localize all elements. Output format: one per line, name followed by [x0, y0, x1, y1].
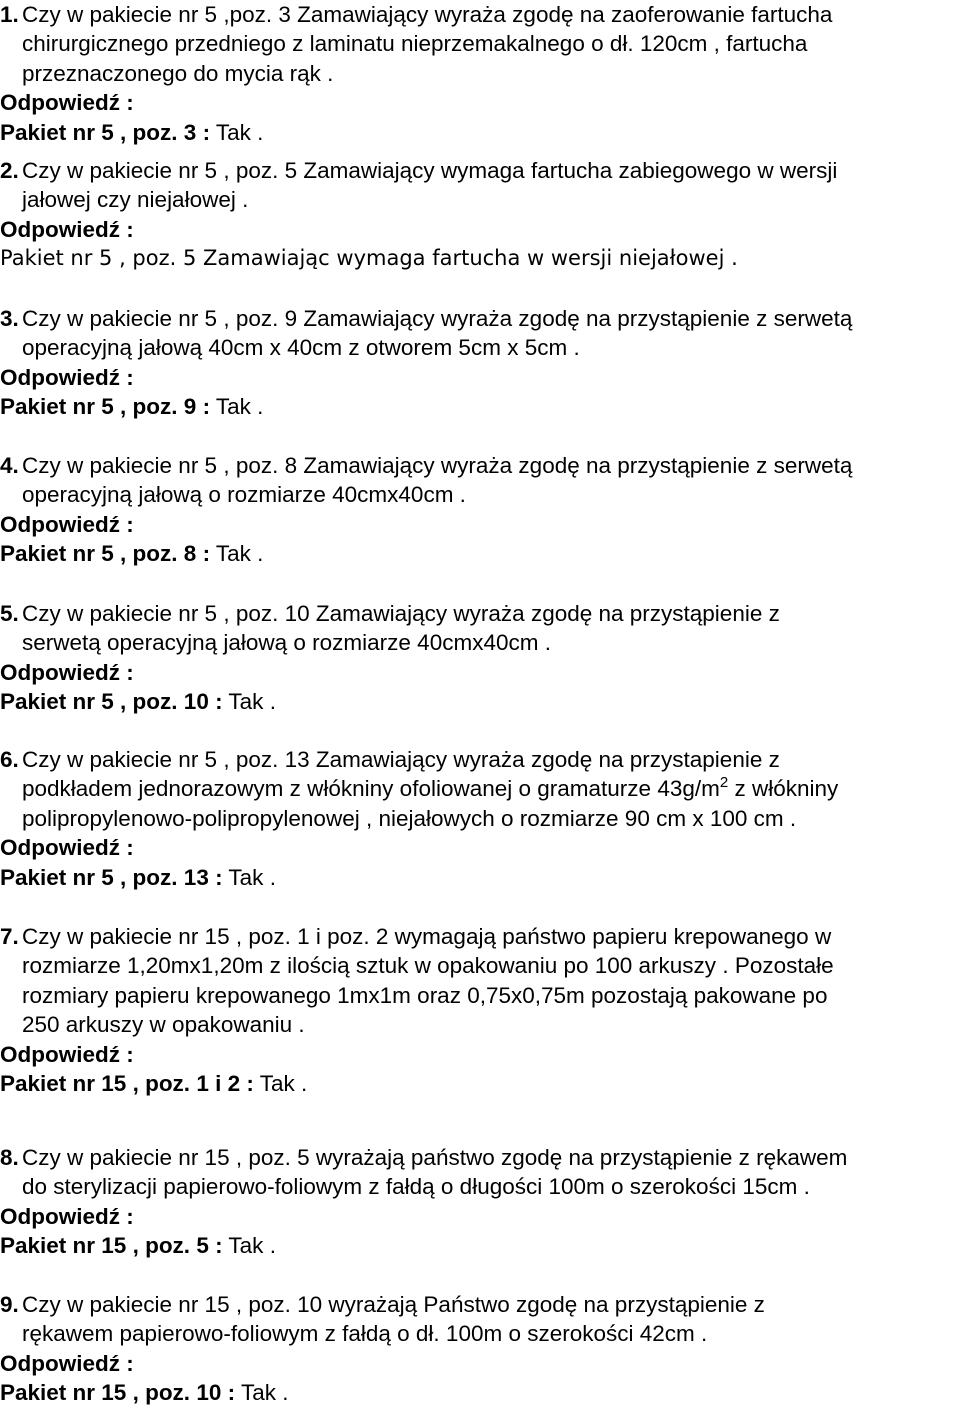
question-line-text: podkładem jednorazowym z włókniny ofoliowanej o gramaturze 43g/m — [22, 776, 720, 802]
question-line — [22, 774, 956, 803]
answer-reference: Pakiet nr 5 , poz. 13 : — [0, 864, 223, 890]
question-line: Czy w pakiecie nr 5 ,poz. 3 Zamawiający wyraża zgodę na zaoferowanie fartucha — [22, 2, 833, 27]
question-text — [0, 745, 956, 833]
question-line: rozmiarze 1,20mx1,20m z ilością sztuk w opakowaniu po 100 arkuszy . Pozostałe — [22, 953, 834, 979]
answer-reference: Pakiet nr 5 , poz. 9 : — [0, 394, 211, 420]
answer-line — [0, 392, 956, 421]
question-line: operacyjną jałową 40cm x 40cm z otworem 5cm x 5cm . — [22, 335, 580, 361]
answer-line — [0, 1378, 956, 1407]
question-line: serwetą operacyjną jałową o rozmiarze 40cmx40cm . — [22, 630, 551, 656]
answer-value: Pakiet nr 5 , poz. 5 Zamawiając wymaga fartucha w wersji niejałowej . — [0, 246, 738, 271]
answer-reference: Pakiet nr 5 , poz. 8 : — [0, 541, 211, 567]
question-text — [0, 1290, 956, 1349]
answer-label: Odpowiedź : — [0, 364, 134, 390]
question-text — [0, 451, 956, 510]
answer-reference: Pakiet nr 15 , poz. 10 : — [0, 1380, 236, 1406]
question-number: 2. — [0, 158, 19, 183]
question-number: 9. — [0, 1292, 19, 1317]
question-item-3 — [0, 304, 956, 422]
question-line: rękawem papierowo-foliowym z fałdą o dł. 100m o szerokości 42cm . — [22, 1321, 708, 1347]
question-item-8 — [0, 1143, 956, 1261]
question-number: 6. — [0, 747, 19, 772]
question-line: polipropylenowo-polipropylenowej , niejałowych o rozmiarze 90 cm x 100 cm . — [22, 805, 797, 831]
answer-value: Tak . — [222, 689, 276, 715]
question-line: Czy w pakiecie nr 5 , poz. 5 Zamawiający wymaga fartucha zabiegowego w wersji — [22, 158, 838, 183]
question-line: jałowej czy niejałowej . — [22, 187, 249, 213]
answer-label: Odpowiedź : — [0, 835, 134, 861]
answer-label: Odpowiedź : — [0, 216, 134, 242]
answer-line — [0, 687, 956, 716]
question-line: Czy w pakiecie nr 5 , poz. 13 Zamawiający wyraża zgodę na przystapienie z — [22, 747, 780, 772]
answer-line — [0, 1069, 956, 1098]
answer-label: Odpowiedź : — [0, 1350, 134, 1376]
answer-value: Tak . — [222, 1233, 276, 1259]
answer-value: Tak . — [222, 864, 276, 890]
question-number: 7. — [0, 924, 19, 949]
question-line: Czy w pakiecie nr 15 , poz. 10 wyrażają Państwo zgodę na przystąpienie z — [22, 1292, 765, 1317]
question-number: 1. — [0, 2, 19, 27]
question-item-4 — [0, 451, 956, 569]
question-line: przeznaczonego do mycia rąk . — [22, 60, 334, 86]
question-item-6 — [0, 745, 956, 892]
question-text — [0, 304, 956, 363]
answer-reference: Pakiet nr 5 , poz. 10 : — [0, 689, 223, 715]
question-number: 3. — [0, 306, 19, 331]
answer-line — [0, 863, 956, 892]
answer-label: Odpowiedź : — [0, 90, 134, 116]
answer-label: Odpowiedź : — [0, 1041, 134, 1067]
question-text — [0, 156, 956, 215]
question-line: Czy w pakiecie nr 5 , poz. 10 Zamawiający wyraża zgodę na przystąpienie z — [22, 601, 780, 626]
question-item-5 — [0, 599, 956, 717]
question-item-7 — [0, 922, 956, 1098]
answer-reference: Pakiet nr 15 , poz. 1 i 2 : — [0, 1071, 254, 1097]
question-item-2 — [0, 156, 956, 274]
answer-line — [0, 539, 956, 568]
question-number: 5. — [0, 601, 19, 626]
answer-line — [0, 244, 956, 273]
answer-label: Odpowiedź : — [0, 1203, 134, 1229]
answer-value: Tak . — [235, 1380, 289, 1406]
question-item-1 — [0, 0, 956, 147]
answer-reference: Pakiet nr 15 , poz. 5 : — [0, 1233, 223, 1259]
question-line: Czy w pakiecie nr 15 , poz. 1 i poz. 2 wymagają państwo papieru krepowanego w — [22, 924, 832, 949]
answer-label: Odpowiedź : — [0, 659, 134, 685]
answer-value: Tak . — [210, 394, 264, 420]
question-line-text: z włókniny — [728, 776, 839, 802]
answer-value: Tak . — [210, 541, 264, 567]
answer-value: Tak . — [253, 1071, 308, 1097]
answer-label: Odpowiedź : — [0, 511, 134, 537]
answer-line — [0, 1231, 956, 1260]
question-text — [0, 599, 956, 658]
answer-value: Tak . — [210, 119, 264, 145]
question-line: 250 arkuszy w opakowaniu . — [22, 1012, 305, 1038]
question-text — [0, 922, 956, 1040]
question-line: do sterylizacji papierowo-foliowym z fałdą o długości 100m o szerokości 15cm . — [22, 1174, 810, 1200]
answer-line — [0, 118, 956, 147]
answer-reference: Pakiet nr 5 , poz. 3 : — [0, 119, 211, 145]
question-number: 4. — [0, 453, 19, 478]
question-line: Czy w pakiecie nr 5 , poz. 9 Zamawiający wyraża zgodę na przystąpienie z serwetą — [22, 306, 853, 331]
superscript: 2 — [719, 774, 729, 792]
question-line: rozmiary papieru krepowanego 1mx1m oraz 0,75x0,75m pozostają pakowane po — [22, 982, 828, 1008]
question-item-9 — [0, 1290, 956, 1408]
question-text — [0, 0, 956, 88]
question-line: operacyjną jałową o rozmiarze 40cmx40cm . — [22, 482, 466, 508]
question-line: Czy w pakiecie nr 5 , poz. 8 Zamawiający wyraża zgodę na przystąpienie z serwetą — [22, 453, 853, 478]
question-line: Czy w pakiecie nr 15 , poz. 5 wyrażają państwo zgodę na przystąpienie z rękawem — [22, 1145, 848, 1170]
question-text — [0, 1143, 956, 1202]
question-line: chirurgicznego przedniego z laminatu nieprzemakalnego o dł. 120cm , fartucha — [22, 31, 808, 57]
question-number: 8. — [0, 1145, 19, 1170]
